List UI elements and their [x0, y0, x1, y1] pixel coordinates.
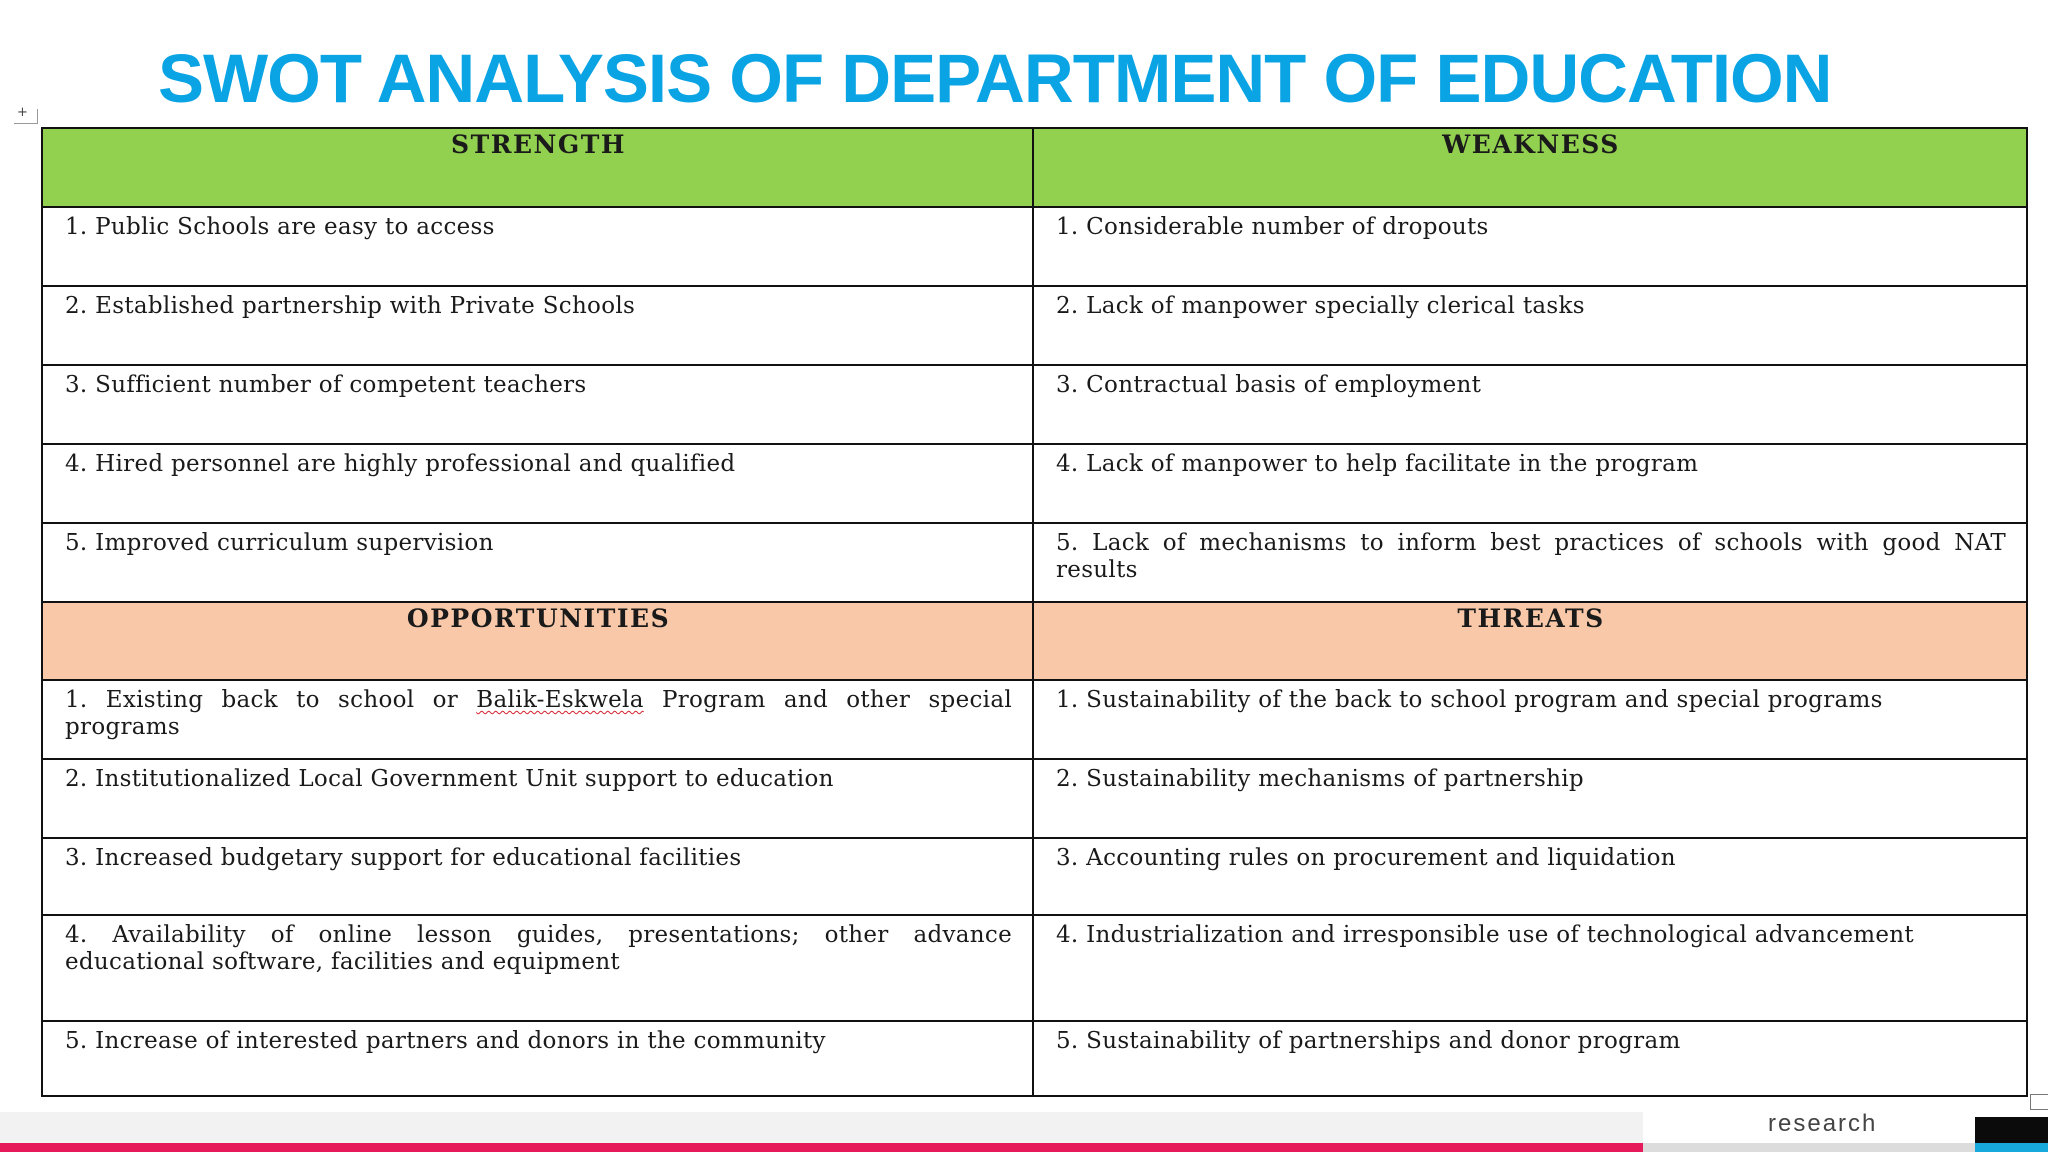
table-row: [42, 759, 2027, 838]
threat-item: 3. Accounting rules on procurement and liquidation: [1033, 838, 2027, 915]
strength-item: 4. Hired personnel are highly professional and qualified: [42, 444, 1033, 523]
footer-band: [0, 1112, 1643, 1143]
opportunity-item: 4. Availability of online lesson guides, presentations; other advance educational software, facilities and equipment: [42, 915, 1033, 1021]
opportunity-item: 3. Increased budgetary support for educational facilities: [42, 838, 1033, 915]
weakness-item: 2. Lack of manpower specially clerical tasks: [1033, 286, 2027, 365]
footer-cyan-line: [1975, 1143, 2048, 1152]
opportunity-item: 1. Existing back to school or Balik-Eskwela Program and other special programs: [42, 680, 1033, 759]
footer-gray-line: [1643, 1143, 1980, 1152]
strength-item: 2. Established partnership with Private Schools: [42, 286, 1033, 365]
table-row: [42, 838, 2027, 915]
opportunities-threats-header-row: [42, 602, 2027, 680]
table-row: [42, 286, 2027, 365]
weakness-item: 5. Lack of mechanisms to inform best practices of schools with good NAT results: [1033, 523, 2027, 602]
threats-header: THREATS: [1033, 602, 2027, 680]
weakness-item: 1. Considerable number of dropouts: [1033, 207, 2027, 286]
threat-item: 4. Industrialization and irresponsible use of technological advancement: [1033, 915, 2027, 1021]
weakness-item: 4. Lack of manpower to help facilitate in the program: [1033, 444, 2027, 523]
strength-item: 3. Sufficient number of competent teachers: [42, 365, 1033, 444]
threat-item: 2. Sustainability mechanisms of partnership: [1033, 759, 2027, 838]
opportunity-item: 2. Institutionalized Local Government Unit support to education: [42, 759, 1033, 838]
footer-accent-line: [0, 1143, 1643, 1152]
table-row: [42, 207, 2027, 286]
table-move-handle-icon[interactable]: +: [14, 104, 36, 126]
threat-item: 5. Sustainability of partnerships and donor program: [1033, 1021, 2027, 1096]
threat-item: 1. Sustainability of the back to school program and special programs: [1033, 680, 2027, 759]
weakness-header: WEAKNESS: [1033, 128, 2027, 207]
weakness-item: 3. Contractual basis of employment: [1033, 365, 2027, 444]
footer-label: research: [1768, 1110, 1878, 1137]
strength-item: 1. Public Schools are easy to access: [42, 207, 1033, 286]
slide-title: SWOT ANALYSIS OF DEPARTMENT OF EDUCATION: [158, 40, 1832, 117]
table-row: [42, 915, 2027, 1021]
table-resize-handle-icon[interactable]: [2030, 1094, 2048, 1110]
table-row: [42, 444, 2027, 523]
table-row: [42, 523, 2027, 602]
footer-black-block: [1975, 1117, 2048, 1143]
table-row: [42, 680, 2027, 759]
strength-header: STRENGTH: [42, 128, 1033, 207]
table-row: [42, 365, 2027, 444]
strength-weakness-header-row: [42, 128, 2027, 207]
table-row: [42, 1021, 2027, 1096]
opportunity-item: 5. Increase of interested partners and donors in the community: [42, 1021, 1033, 1096]
spellcheck-flagged-word: Balik-Eskwela: [476, 687, 644, 713]
strength-item: 5. Improved curriculum supervision: [42, 523, 1033, 602]
swot-table: [41, 127, 2028, 1097]
opportunities-header: OPPORTUNITIES: [42, 602, 1033, 680]
